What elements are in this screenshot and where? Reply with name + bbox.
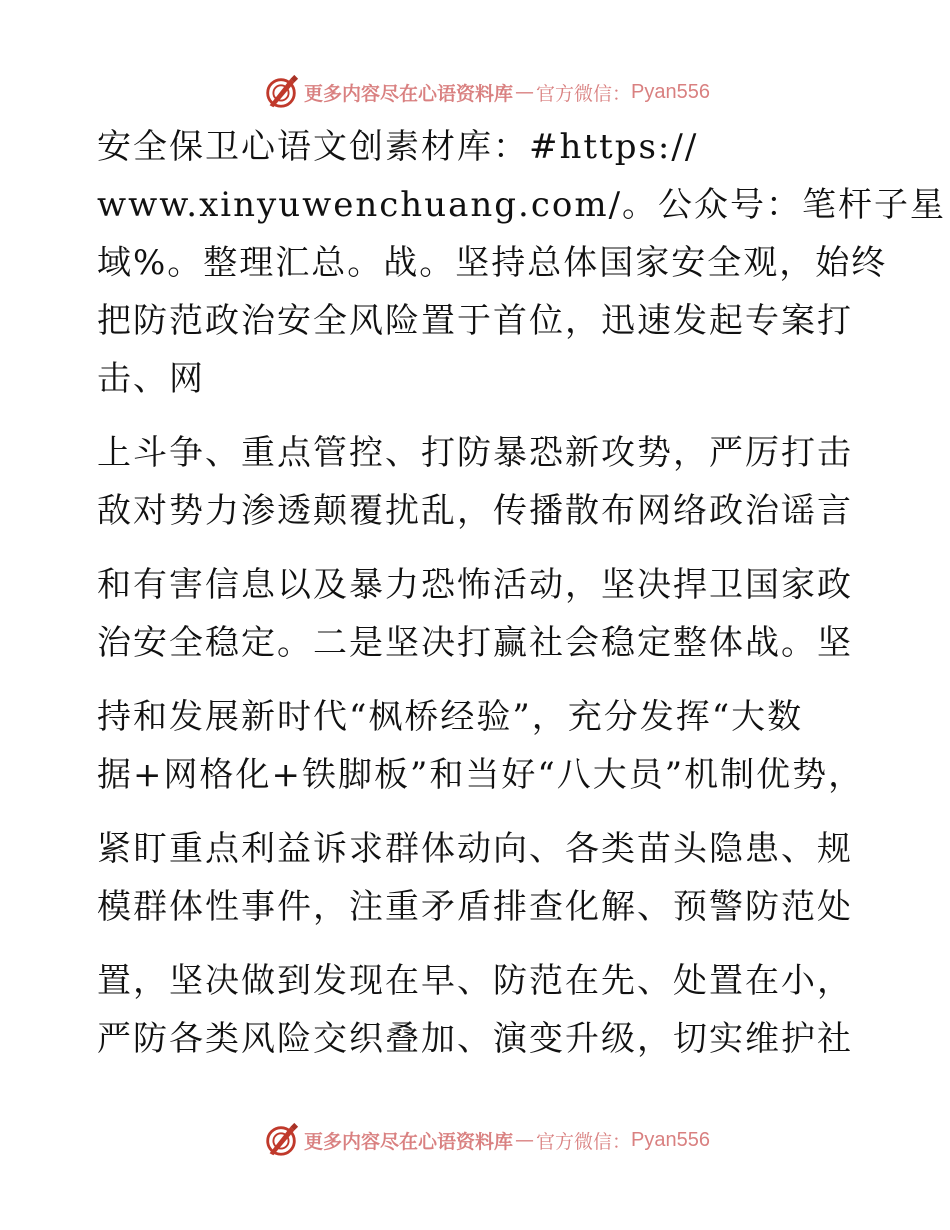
body-line: 严防各类风险交织叠加、演变升级，切实维护社 — [97, 1019, 853, 1059]
header-promo-text: 更多内容尽在心语资料库 — [304, 82, 514, 105]
pen-logo-icon — [262, 1121, 300, 1159]
body-line: 治安全稳定。二是坚决打赢社会稳定整体战。坚 — [97, 623, 853, 663]
header-dash: — — [515, 81, 535, 103]
header-banner — [0, 70, 950, 114]
body-line: 击、网 — [97, 359, 205, 399]
body-line: 敌对势力渗透颠覆扰乱，传播散布网络政治谣言 — [97, 491, 853, 531]
footer-banner — [0, 1118, 950, 1162]
body-line: www.xinyuwenchuang.com/。公众号：笔杆子星 — [97, 185, 947, 225]
body-line: 置，坚决做到发现在早、防范在先、处置在小， — [97, 961, 853, 1001]
body-line: 把防范政治安全风险置于首位，迅速发起专案打 — [97, 301, 853, 341]
footer-banner-inner — [262, 1121, 710, 1159]
body-line: 安全保卫心语文创素材库：#https:// — [97, 127, 699, 167]
body-line: 持和发展新时代“枫桥经验”，充分发挥“大数 — [97, 697, 804, 737]
body-line: 和有害信息以及暴力恐怖活动，坚决捍卫国家政 — [97, 565, 853, 605]
body-line: 紧盯重点利益诉求群体动向、各类苗头隐患、规 — [97, 829, 853, 869]
header-banner-inner — [262, 73, 710, 111]
body-line: 据+网格化+铁脚板”和当好“八大员”机制优势， — [97, 755, 865, 795]
footer-wechat-id: Pyan556 — [631, 1128, 710, 1151]
header-official-label: 官方微信： — [536, 82, 632, 105]
body-line: 模群体性事件，注重矛盾排查化解、预警防范处 — [97, 887, 853, 927]
footer-official-label: 官方微信： — [536, 1130, 632, 1153]
pen-logo-icon — [262, 73, 300, 111]
body-line: 上斗争、重点管控、打防暴恐新攻势，严厉打击 — [97, 433, 853, 473]
header-wechat-id: Pyan556 — [631, 80, 710, 103]
footer-promo-text: 更多内容尽在心语资料库 — [304, 1130, 514, 1153]
footer-dash: — — [515, 1129, 535, 1151]
body-line: 域%。整理汇总。战。坚持总体国家安全观，始终 — [97, 243, 888, 283]
